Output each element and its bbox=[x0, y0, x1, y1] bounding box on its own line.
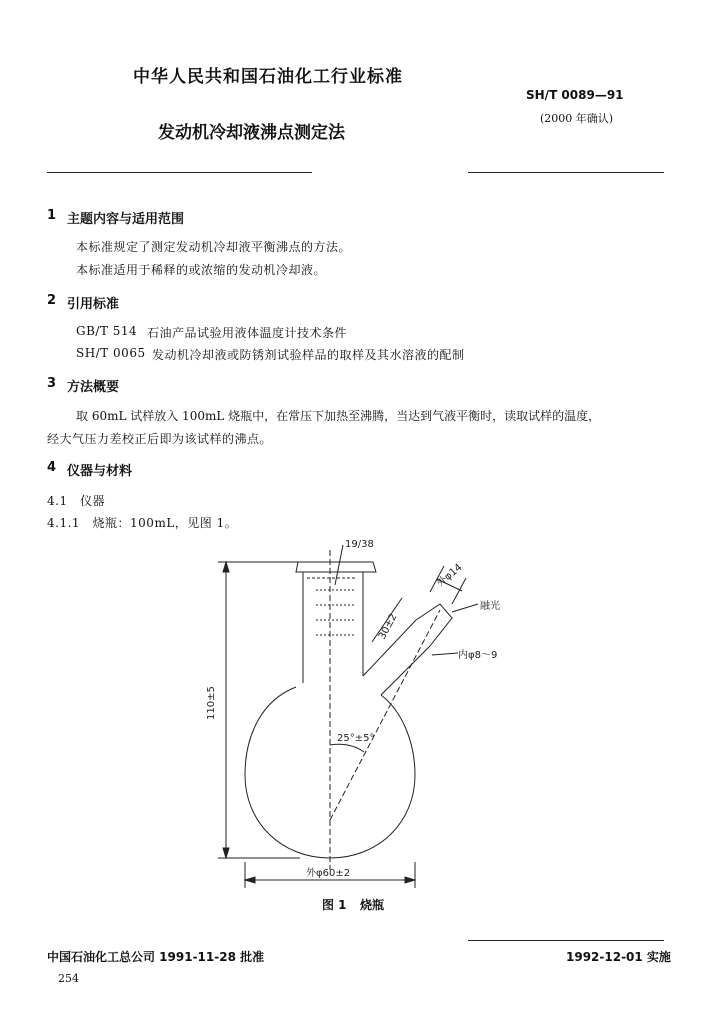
subsection-4-1-1: 4.1.1 烧瓶：100mL，见图 1。 bbox=[47, 516, 238, 530]
section-3-title: 方法概要 bbox=[67, 380, 120, 395]
reference-2-text: 发动机冷却液或防锈剂试验样品的取样及其水溶液的配制 bbox=[152, 348, 465, 362]
approval-line: 中国石油化工总公司 1991-11-28 批准 bbox=[47, 950, 265, 964]
side-arm-tip bbox=[416, 604, 452, 646]
section-1-title: 主题内容与适用范围 bbox=[67, 212, 185, 227]
implementation-date: 1992-12-01 实施 bbox=[566, 950, 671, 964]
label-fire-polish: 融光 bbox=[480, 601, 500, 612]
page-title: 发动机冷却液沸点测定法 bbox=[158, 123, 345, 143]
figure-caption-number: 图 1 bbox=[322, 898, 347, 912]
reference-1-code: GB/T 514 bbox=[76, 324, 138, 338]
subsection-4-1: 4.1 仪器 bbox=[47, 494, 106, 508]
section-3-para-2: 经大气压力差校正后即为该试样的沸点。 bbox=[47, 432, 273, 446]
neck-lip bbox=[296, 562, 376, 572]
reference-2-code: SH/T 0065 bbox=[76, 346, 146, 360]
reconfirm-note: (2000 年确认) bbox=[540, 112, 614, 125]
footer-rule bbox=[468, 940, 664, 941]
standard-code: SH/T 0089—91 bbox=[526, 88, 624, 102]
section-4-title: 仪器与材料 bbox=[67, 464, 133, 479]
section-4-number: 4 bbox=[47, 460, 57, 475]
section-1-para-1: 本标准规定了测定发动机冷却液平衡沸点的方法。 bbox=[76, 240, 352, 254]
label-angle: 25°±5° bbox=[337, 733, 375, 744]
section-3-para-1: 取 60mL 试样放入 100mL 烧瓶中，在常压下加热至沸腾，当达到气液平衡时，读取试样的温度， bbox=[76, 409, 601, 423]
section-2-number: 2 bbox=[47, 293, 57, 308]
figure-caption-text: 烧瓶 bbox=[360, 898, 385, 912]
section-1-number: 1 bbox=[47, 208, 57, 223]
label-joint: 19/38 bbox=[345, 539, 374, 550]
section-2-title: 引用标准 bbox=[67, 297, 120, 312]
org-standard-heading: 中华人民共和国石油化工行业标准 bbox=[133, 67, 403, 87]
reference-1-text: 石油产品试验用液体温度计技术条件 bbox=[147, 326, 348, 340]
side-arm bbox=[363, 620, 430, 695]
page-number: 254 bbox=[58, 972, 79, 985]
label-side-length: 30±2 bbox=[376, 611, 400, 642]
section-1-para-2: 本标准适用于稀释的或浓缩的发动机冷却液。 bbox=[76, 263, 327, 277]
label-inner-dia: 内φ8～9 bbox=[458, 650, 498, 661]
label-outer-dia-bulb: 外φ60±2 bbox=[306, 868, 351, 879]
section-3-number: 3 bbox=[47, 376, 57, 391]
label-height: 110±5 bbox=[206, 686, 217, 720]
label-outer-dia-side: 外φ14 bbox=[434, 562, 465, 590]
